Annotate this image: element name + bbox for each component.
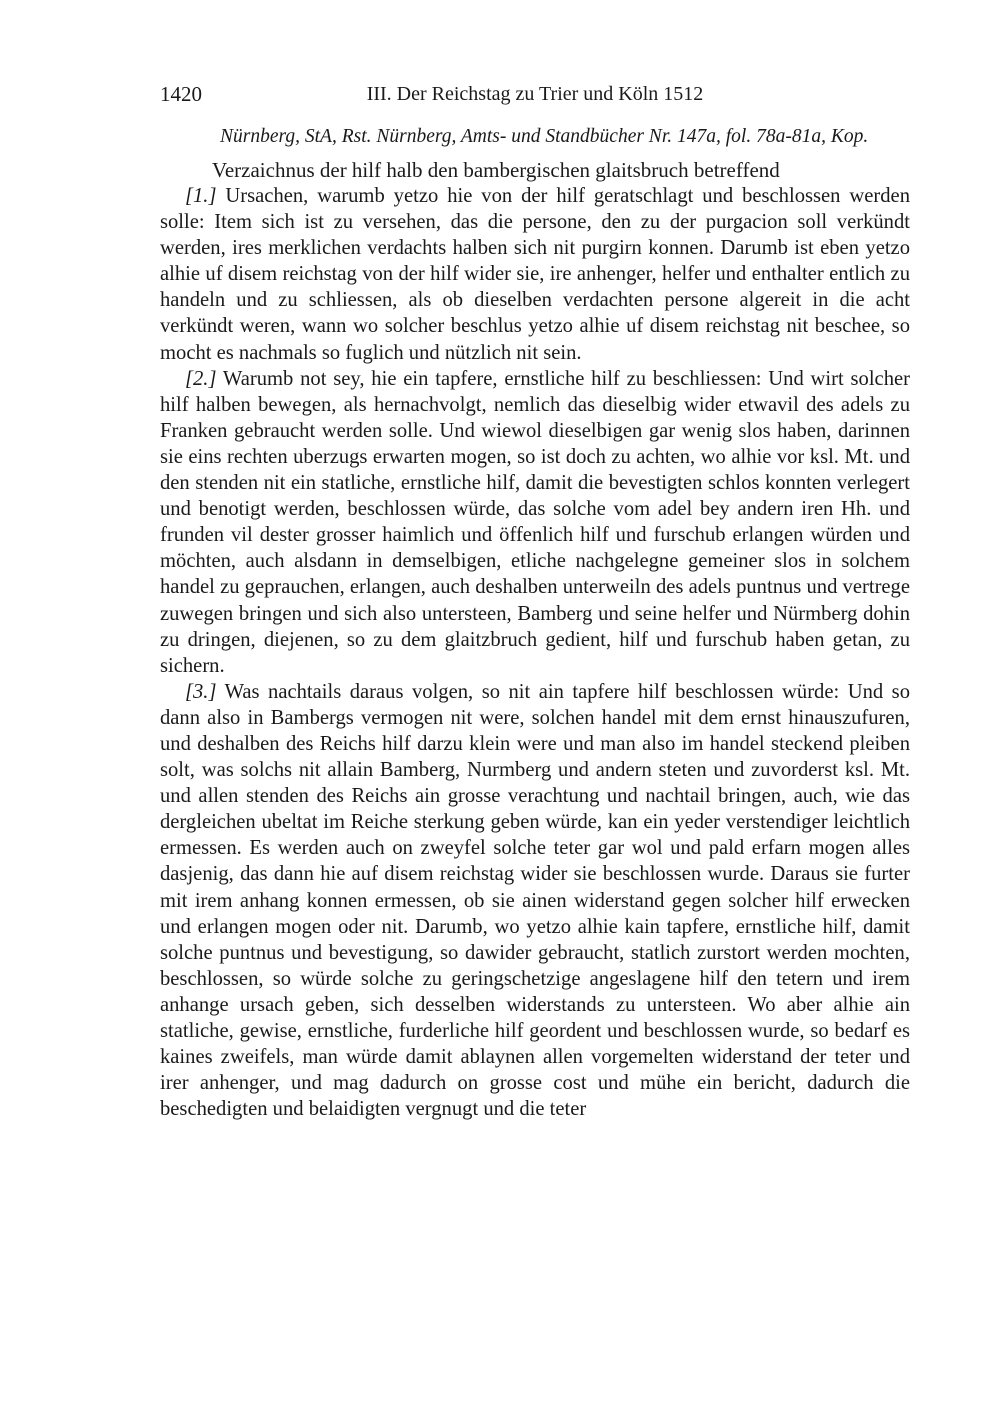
paragraph-3 [160, 679, 910, 1123]
page-number: 1420 [160, 82, 202, 106]
paragraph-number: [3.] [185, 680, 217, 703]
running-title: III. Der Reichstag zu Trier und Köln 1512 [366, 83, 704, 105]
paragraph-number: [2.] [185, 367, 217, 390]
paragraph-2 [160, 366, 910, 679]
source-note: Nürnberg, StA, Rst. Nürnberg, Amts- und Standbücher Nr. 147a, fol. 78a-81a, Kop. [220, 126, 869, 147]
document-page [160, 80, 910, 1122]
running-header [160, 80, 910, 108]
paragraph-text: Was nachtails daraus volgen, so nit ain tapfere hilf beschlossen würde: Und so dann also in Bambergs vermogen nit were, solchen handel mit dem ernst hinauszufuren, und deshalben des Reichs hilf darzu klein were und man also im handel steckend pleiben solt, was solchs nit allain Bamberg, Nurmberg und andern steten und zuvorderst ksl. Mt. und allen stenden des Reichs ain grosse verachtung und nachtail bringen, auch, wie das dergleichen ubeltat im Reiche sterkung geben würde, kan ein yeder verstendiger leichtlich ermessen. Es werden auch on zweyfel solche teter gar wol und pald erfarn mogen alles dasjenig, das dann hie auf disem reichstag wider sie beschlossen wurde. Daraus sie furter mit irem anhang konnen ermessen, ob sie ainen widerstand gegen solcher hilf erwecken und erlangen mogen oder nit. Darumb, wo yetzo alhie kain tapfere, ernstliche hilf, damit solche puntnus und bevestigung, so dawider gebraucht, statlich zurstort werden mochten, beschlossen, so würde solche zu geringschetzige angeslagene hilf den tetern und irem anhange ursach geben, sich desselben widerstands zu untersteen. Wo aber alhie ain statliche, gewise, ernstliche, furderliche hilf geordent und beschlossen wurde, so bedarf es kaines zweifels, man würde damit ablaynen allen vorgemelten widerstand der teter und irer anhenger, und mag dadurch on grosse cost und mühe ein bericht, dadurch die beschedigten und belaidigten vergnugt und die teter [160, 680, 910, 1121]
paragraph-text: Warumb not sey, hie ein tapfere, ernstliche hilf zu beschliessen: Und wirt solcher hilf halben bewegen, als hernachvolgt, nemlich das dieselbig wider etwavil des adels zu Franken gebraucht werden solle. Und wiewol dieselbigen gar wenig slos haben, darinnen sie eins rechten uberzugs erwarten mogen, so ist doch zu achten, wo alhie vor ksl. Mt. und den stenden nit ein statliche, ernstliche hilf, damit die bevestigten schlos konnten verlegert und benotigt werden, beschlossen würde, das solche vom adel bey andern iren Hh. und frunden vil dester grosser haimlich und öffenlich hilf und furschub erlangen würden und möchten, auch alsdann in demselbigen, etliche nachgelegne gemeiner slos in solchem handel zu geprauchen, erlangen, auch deshalben unterweiln des adels puntnus und vertrege zuwegen bringen und sich also untersteen, Bamberg und seine helfer und Nürmberg dohin zu dringen, diejenen, so zu dem glaitzbruch gedient, hilf und furschub haben getan, zu sichern. [160, 367, 910, 677]
document-title: Verzaichnus der hilf halb den bambergischen glaitsbruch betreffend [212, 158, 780, 182]
paragraph-number: [1.] [185, 185, 217, 207]
paragraph-text: Ursachen, warumb yetzo hie von der hilf geratschlagt und beschlossen werden solle: Item sich ist zu versehen, das die persone, den zu der purgacion soll verkündt werden, ires merklichen verdachts halben sich nit purgirn konnen. Darumb ist eben yetzo alhie uf disem reichstag von der hilf wider sie, ire anhenger, helfer und enthalter entlich zu handeln und zu schliessen, als ob dieselben verdachten persone algereit in die acht verkündt weren, wann wo solcher beschlus yetzo alhie uf disem reichstag nit beschee, so mocht es nachmals so fuglich und nützlich nit sein. [160, 185, 910, 364]
paragraph-1 [160, 183, 910, 366]
